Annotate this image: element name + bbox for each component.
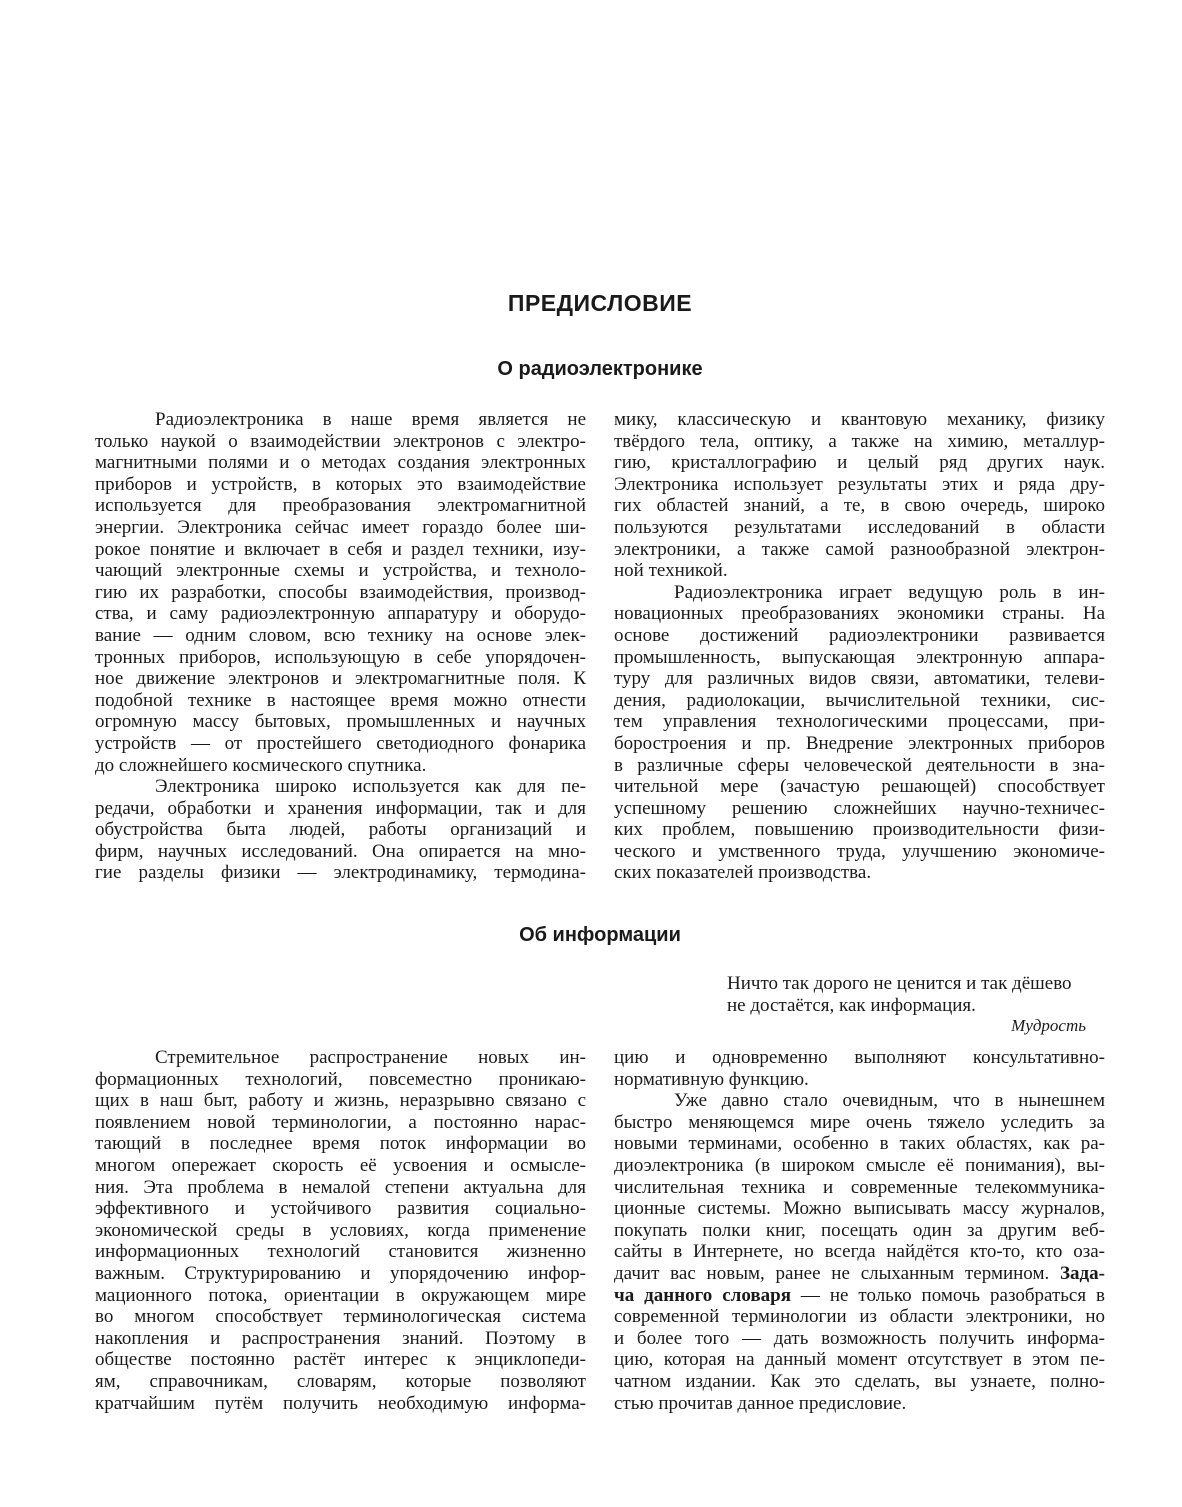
- text-line: накопления и распространения знаний. Поэтому в: [95, 1327, 586, 1349]
- text-line: стью прочитав данное предисловие.: [614, 1392, 907, 1414]
- text-line: цию и одновременно выполняют консультативно-: [614, 1047, 1105, 1068]
- text-line: используется для преобразования электромагнитной: [95, 495, 586, 517]
- text-line: мационного потока, ориентации в окружающем мире: [95, 1284, 586, 1306]
- text-line: чительной мере (зачастую решающей) способствует: [614, 776, 1105, 798]
- text-line: основе достижений радиоэлектроники развивается: [614, 624, 1105, 646]
- text-line: эффективного и устойчивого развития социально-: [95, 1198, 586, 1220]
- text-line: до сложнейшего космического спутника.: [95, 754, 427, 776]
- epigraph-source: Мудрость: [1011, 1016, 1086, 1035]
- paragraph: [95, 409, 586, 776]
- epigraph: [727, 973, 1072, 1016]
- text-line: новыми терминами, особенно в таких областях, как ра-: [614, 1133, 1105, 1155]
- text-line: только наукой о взаимодействии электронов с электро-: [95, 430, 586, 452]
- text-line: информационных технологий становится жизненно: [95, 1241, 586, 1263]
- text-line: современной терминологии из области электроники, но: [614, 1306, 1105, 1328]
- text-line: покупать полки книг, посещать один за другим веб-: [614, 1219, 1105, 1241]
- text-line: обустройства быта людей, работы организаций и: [95, 819, 586, 841]
- text-line: гих областей знаний, а те, в свою очередь, широко: [614, 495, 1105, 517]
- text-line: обществе постоянно растёт интерес к энциклопеди-: [95, 1349, 586, 1371]
- text-line: туру для различных видов связи, автоматики, телеви-: [614, 668, 1105, 690]
- text-line: Электроника широко используется как для пе-: [155, 776, 586, 798]
- text-line: Уже давно стало очевидным, что в нынешнем: [674, 1090, 1105, 1112]
- section2-left-column: [95, 1047, 586, 1414]
- text-line: и более того — дать возможность получить информа-: [614, 1327, 1105, 1349]
- paragraph: [95, 776, 586, 884]
- text-line: энергии. Электроника сейчас имеет гораздо более ши-: [95, 516, 586, 538]
- text-line: боростроения и пр. Внедрение электронных приборов: [614, 732, 1105, 754]
- text-line: ной техникой.: [614, 560, 728, 582]
- text-line: сайты в Интернете, но всегда найдётся кто-то, кто оза-: [614, 1241, 1105, 1263]
- text-line: нормативную функцию.: [614, 1068, 809, 1090]
- text-line: тронных приборов, использующую в себе упорядочен-: [95, 646, 586, 668]
- bold-text: Зада-: [1060, 1262, 1105, 1284]
- text-line: вание — одним словом, всю технику на основе элек-: [95, 624, 586, 646]
- text-line: электроники, а также самой разнообразной электрон-: [614, 538, 1105, 560]
- text-line: промышленность, выпускающая электронную аппара-: [614, 646, 1105, 668]
- text-line: пользуются результатами исследований в области: [614, 516, 1105, 538]
- text-line: [614, 1263, 1105, 1285]
- paragraph: [614, 1090, 1105, 1414]
- text-line: дения, радиолокации, вычислительной техники, сис-: [614, 689, 1105, 711]
- text-line: мику, классическую и квантовую механику, физику: [614, 409, 1105, 430]
- text-line: магнитными полями и о методах создания электронных: [95, 452, 586, 474]
- text-line: редачи, обработки и хранения информации, так и для: [95, 797, 586, 819]
- text-line: важным. Структурированию и упорядочению инфор-: [95, 1262, 586, 1284]
- text-line: Радиоэлектроника играет ведущую роль в ин-: [674, 581, 1105, 603]
- section-heading-radioelectronics: О радиоэлектронике: [497, 358, 703, 380]
- text-line: фирм, научных исследований. Она опирается на мно-: [95, 840, 586, 862]
- text-segment: дачит вас новым, ранее не слыханным термином.: [614, 1262, 1061, 1284]
- epigraph-line: Ничто так дорого не ценится и так дёшево: [727, 973, 1072, 994]
- text-line: в различные сферы человеческой деятельности в зна-: [614, 754, 1105, 776]
- text-line: подобной технике в настоящее время можно отнести: [95, 689, 586, 711]
- paragraph: [614, 1047, 1105, 1090]
- text-line: щих в наш быт, работу и жизнь, неразрывно связано с: [95, 1090, 586, 1112]
- text-line: ких проблем, повышению производительности физи-: [614, 819, 1105, 841]
- text-line: приборов и устройств, в которых это взаимодействие: [95, 473, 586, 495]
- text-line: экономической среды в условиях, когда применение: [95, 1219, 586, 1241]
- text-line: формационных технологий, повсеместно проникаю-: [95, 1068, 586, 1090]
- text-line: ческого и умственного труда, улучшению экономиче-: [614, 840, 1105, 862]
- text-line: тающий в последнее время поток информации во: [95, 1133, 586, 1155]
- text-line: ям, справочникам, словарям, которые позволяют: [95, 1370, 586, 1392]
- text-line: устройств — от простейшего светодиодного фонарика: [95, 732, 586, 754]
- text-line: тем управления технологическими процессами, при-: [614, 711, 1105, 733]
- text-line: гие разделы физики — электродинамику, термодина-: [95, 862, 586, 884]
- text-line: чатном издании. Как это сделать, вы узнаете, полно-: [614, 1370, 1105, 1392]
- text-line: ное движение электронов и электромагнитные поля. К: [95, 668, 586, 690]
- text-line: ства, и саму радиоэлектронную аппаратуру и оборудо-: [95, 603, 586, 625]
- paragraph: [614, 582, 1105, 884]
- text-line: гию их разработки, способы взаимодействия, производ-: [95, 581, 586, 603]
- text-line: диоэлектроника (в широком смысле её понимания), вы-: [614, 1154, 1105, 1176]
- page-title: ПРЕДИСЛОВИЕ: [507, 290, 693, 316]
- bold-text: ча данного словаря: [614, 1284, 791, 1306]
- text-line: числительная техника и современные телекоммуника-: [614, 1176, 1105, 1198]
- text-line: успешному решению сложнейших научно-техничес-: [614, 797, 1105, 819]
- text-line: кратчайшим путём получить необходимую информа-: [95, 1392, 586, 1414]
- text-line: во многом способствует терминологическая система: [95, 1306, 586, 1328]
- text-line: ния. Эта проблема в немалой степени актуальна для: [95, 1176, 586, 1198]
- epigraph-line: не достаётся, как информация.: [727, 994, 976, 1016]
- section2-right-column: [614, 1047, 1105, 1414]
- text-line: огромную массу бытовых, промышленных и научных: [95, 711, 586, 733]
- section1-right-column: [614, 409, 1105, 884]
- text-line: ских показателей производства.: [614, 862, 872, 884]
- text-line: цию, которая на данный момент отсутствует в этом пе-: [614, 1349, 1105, 1371]
- text-line: ционные системы. Можно выписывать массу журналов,: [614, 1198, 1105, 1220]
- text-line: [614, 1285, 1105, 1307]
- text-line: Электроника использует результаты этих и ряда дру-: [614, 473, 1105, 495]
- paragraph: [95, 1047, 586, 1414]
- paragraph: [614, 409, 1105, 582]
- text-segment: — не только помочь разобраться в: [790, 1284, 1106, 1306]
- text-line: многом опережает скорость её усвоения и осмысле-: [95, 1154, 586, 1176]
- section-heading-information: Об информации: [519, 924, 681, 946]
- text-line: твёрдого тела, оптику, а также на химию, металлур-: [614, 430, 1105, 452]
- text-line: новационных преобразованиях экономики страны. На: [614, 603, 1105, 625]
- text-line: Стремительное распространение новых ин-: [155, 1047, 586, 1068]
- section1-left-column: [95, 409, 586, 884]
- text-line: быстро меняющемся мире очень тяжело уследить за: [614, 1111, 1105, 1133]
- text-line: рокое понятие и включает в себя и раздел техники, изу-: [95, 538, 586, 560]
- text-line: появлением новой терминологии, а постоянно нарас-: [95, 1111, 586, 1133]
- text-line: Радиоэлектроника в наше время является не: [155, 409, 586, 430]
- text-line: чающий электронные схемы и устройства, и техноло-: [95, 560, 586, 582]
- text-line: гию, кристаллографию и целый ряд других наук.: [614, 452, 1105, 474]
